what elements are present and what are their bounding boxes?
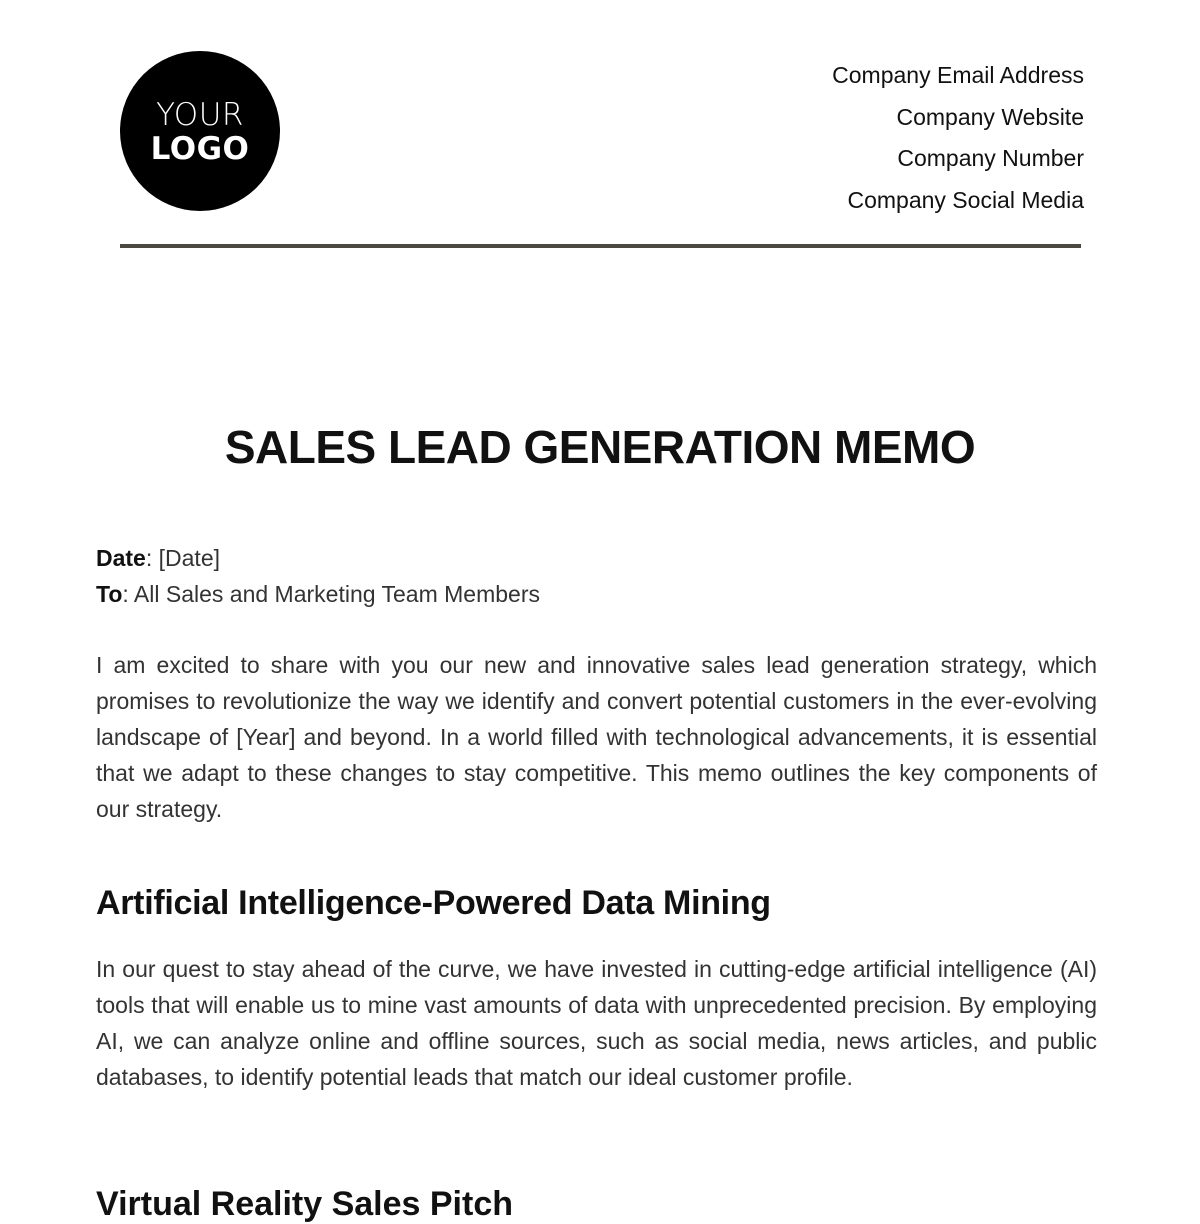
section-heading-ai-data-mining: Artificial Intelligence-Powered Data Mining	[96, 884, 771, 922]
intro-paragraph: I am excited to share with you our new and innovative sales lead generation strategy, which promises to revolutionize the way we identify and convert potential customers in the ever-evolving landscape of [Year] and beyond. In a world filled with technological advancements, it is essential that we adapt to these changes to stay competitive. This memo outlines the key components of our strategy.	[96, 652, 1097, 822]
date-label: Date	[96, 545, 146, 571]
company-social-media: Company Social Media	[847, 186, 1084, 213]
memo-meta	[96, 540, 540, 612]
company-website: Company Website	[896, 103, 1084, 130]
company-contact-block	[832, 55, 1084, 221]
section-body-ai-data-mining: In our quest to stay ahead of the curve, we have invested in cutting-edge artificial intelligence (AI) tools that will enable us to mine vast amounts of data with unprecedented precision. By employing AI, we can analyze online and offline sources, such as social media, news articles, and public databases, to identify potential leads that match our ideal customer profile.	[96, 956, 1097, 1090]
company-logo	[120, 51, 280, 211]
to-value: : All Sales and Marketing Team Members	[122, 581, 540, 607]
to-row	[96, 576, 540, 612]
date-value: : [Date]	[145, 545, 221, 571]
logo-line-1: YOUR	[156, 97, 244, 133]
company-email: Company Email Address	[832, 62, 1084, 88]
header-divider	[120, 244, 1081, 248]
memo-title: SALES LEAD GENERATION MEMO	[224, 421, 976, 473]
to-label: To	[96, 581, 123, 607]
section-heading-vr-sales-pitch: Virtual Reality Sales Pitch	[96, 1185, 513, 1223]
logo-line-2: LOGO	[150, 131, 250, 167]
date-row	[96, 540, 540, 576]
company-number: Company Number	[897, 145, 1084, 171]
